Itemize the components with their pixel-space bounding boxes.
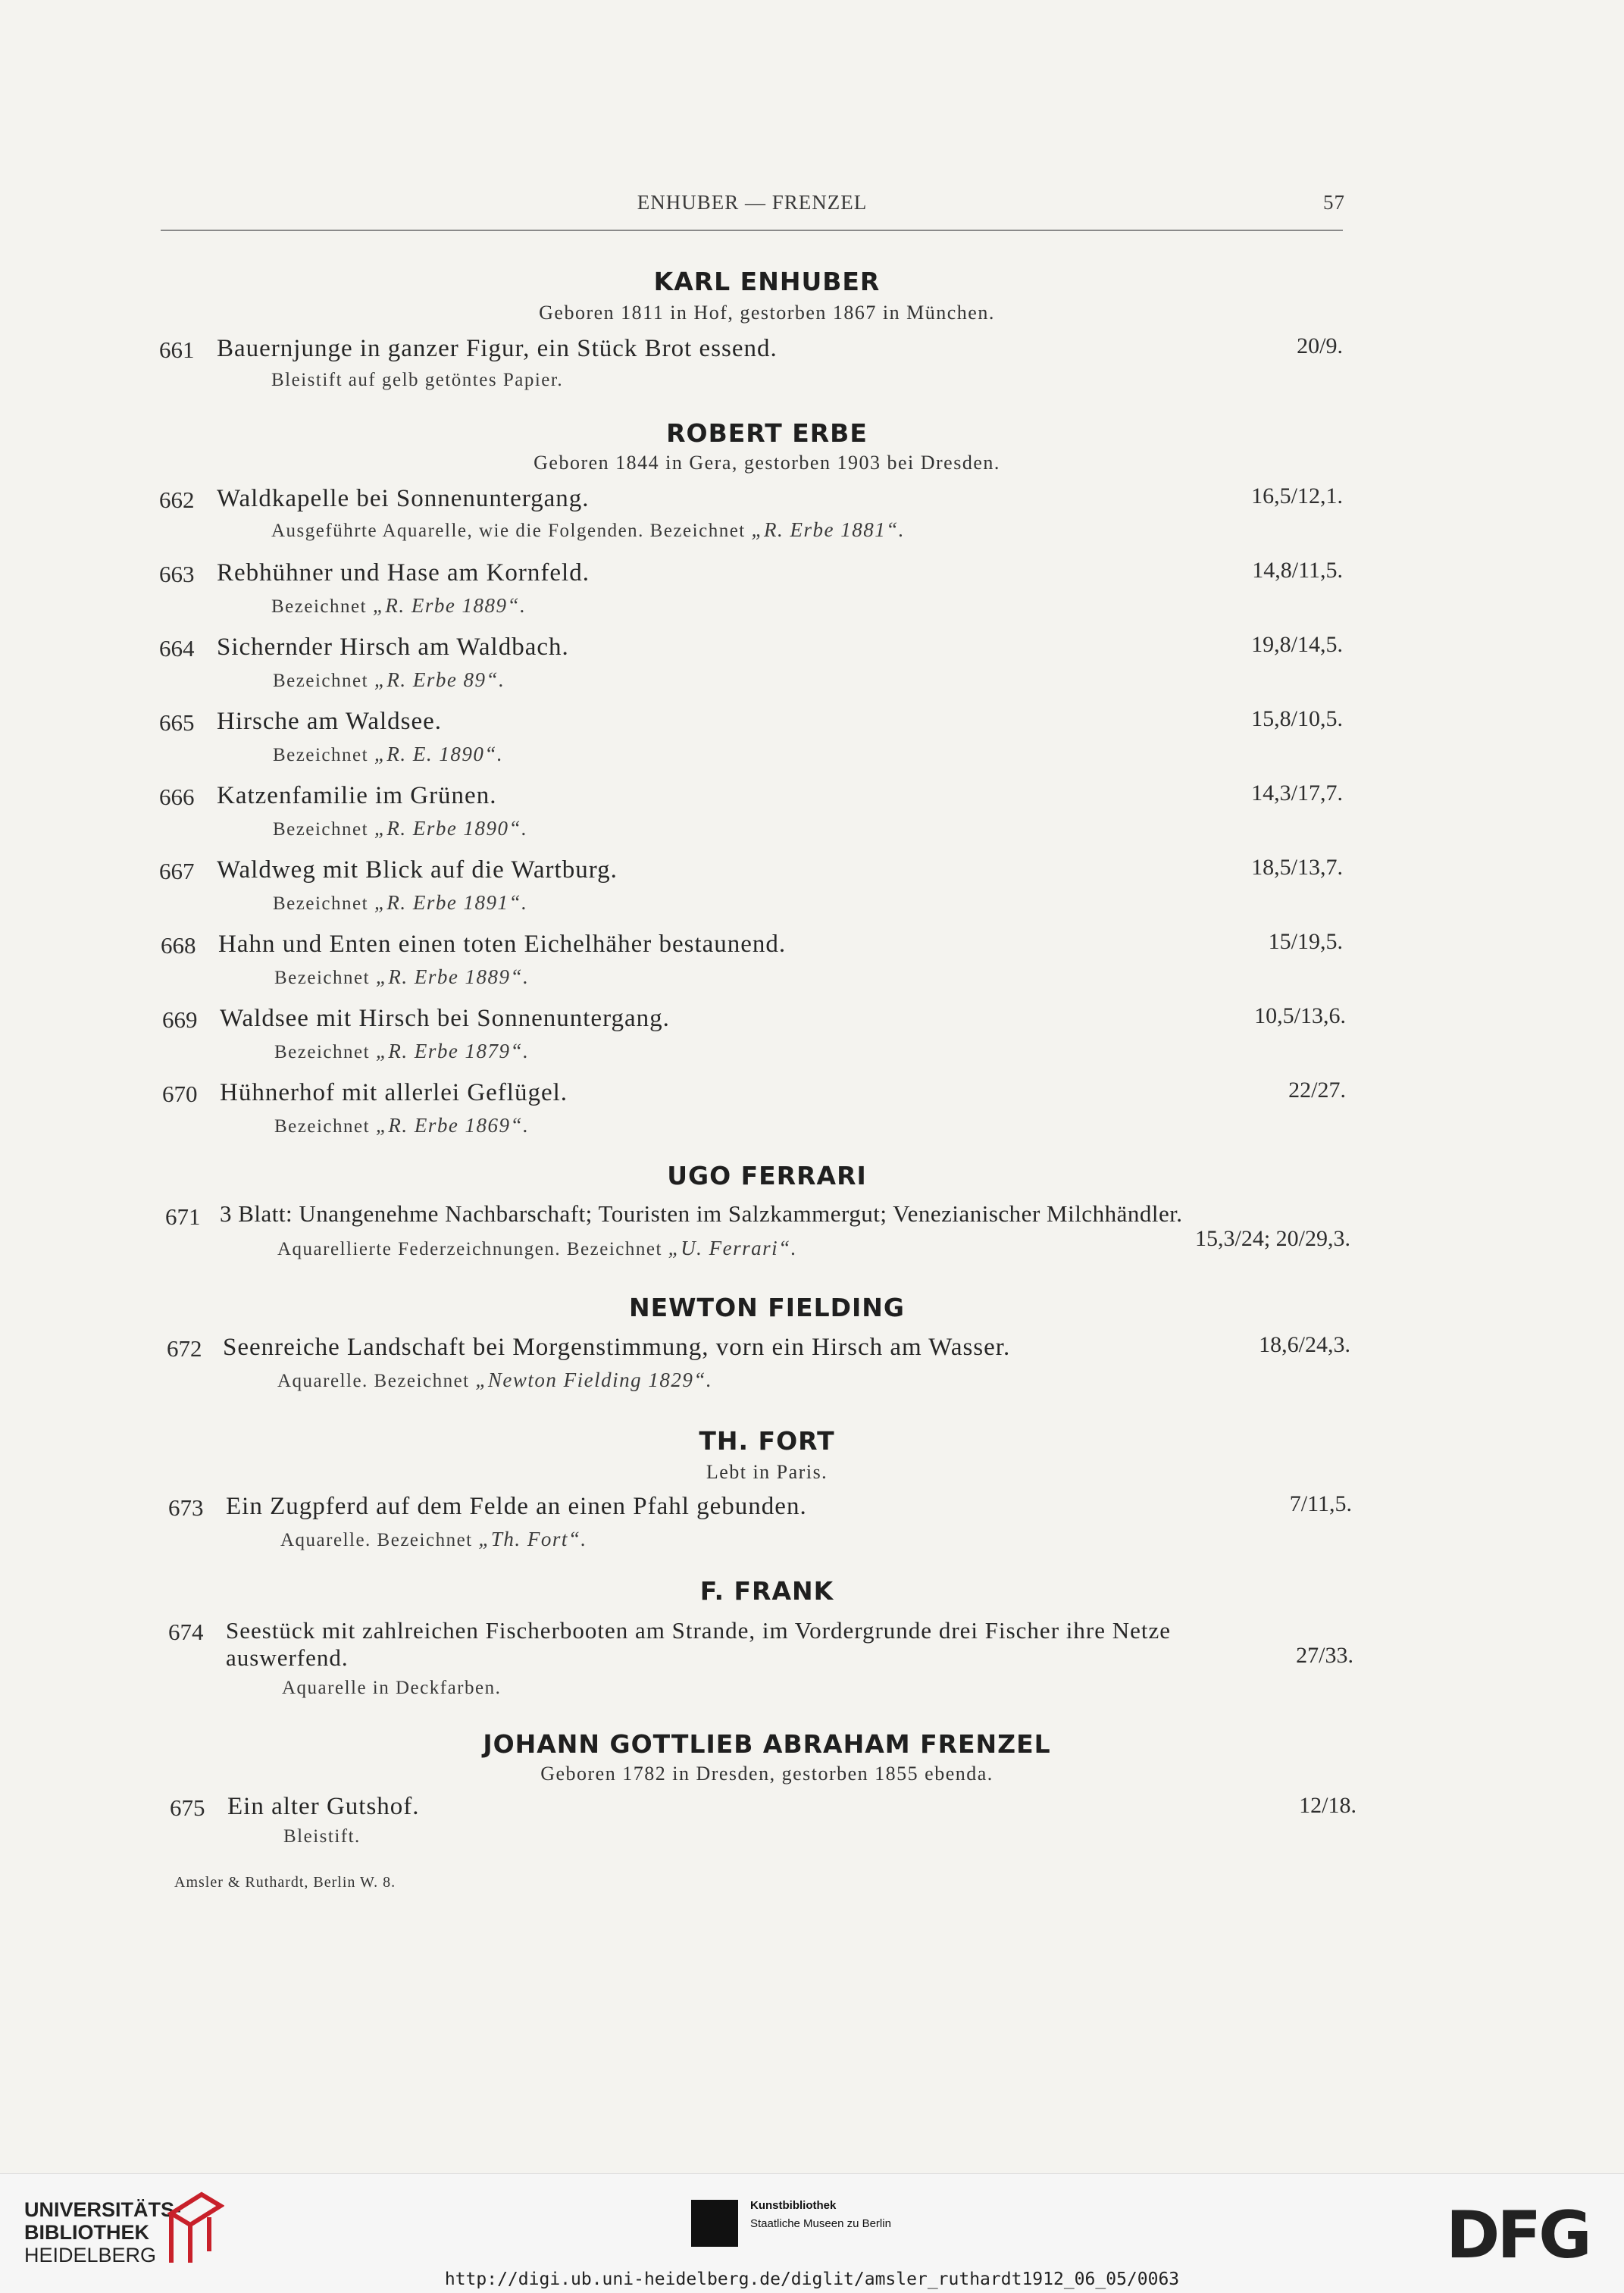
lot-note (277, 1237, 797, 1260)
artist-heading: TH. FORT (699, 1426, 835, 1456)
lot-note (274, 1040, 529, 1063)
lot-number: 671 (165, 1203, 201, 1230)
lot-number: 661 (159, 336, 195, 363)
lot-dimensions: 15/19,5. (1268, 929, 1343, 954)
lot-title: Waldkapelle bei Sonnenuntergang. (217, 485, 590, 512)
lot-signature: „R. Erbe 1879“. (375, 1040, 530, 1062)
lot-note (283, 1826, 361, 1847)
lot-number: 674 (168, 1619, 204, 1645)
lot-note-text: Bleistift auf gelb getöntes Papier. (271, 370, 564, 390)
lot-note-text: Aquarelle. Bezeichnet (280, 1530, 473, 1550)
artist-biography: Lebt in Paris. (706, 1461, 828, 1483)
dfg-logo-icon (1446, 2204, 1601, 2263)
lot-note (274, 965, 529, 989)
lot-note (271, 594, 526, 618)
lot-title-continuation: auswerfend. (226, 1644, 349, 1671)
ub-line-2: BIBLIOTHEK (24, 2221, 149, 2244)
lot-signature: „R. Erbe 89“. (374, 668, 505, 691)
artist-heading: ROBERT ERBE (666, 418, 868, 448)
lot-note-text: Ausgeführte Aquarelle, wie die Folgenden. Bezeichnet (271, 521, 746, 541)
lot-note-text: Aquarelle in Deckfarben. (282, 1678, 502, 1698)
lot-signature: „R. Erbe 1869“. (375, 1114, 530, 1137)
lot-title: Bauernjunge in ganzer Figur, ein Stück Brot essend. (217, 335, 778, 362)
lot-note-text: Bezeichnet (273, 893, 369, 914)
lot-signature: „Th. Fort“. (478, 1528, 587, 1550)
artist-heading: F. FRANK (699, 1576, 834, 1606)
lot-note (282, 1678, 501, 1699)
lot-dimensions: 15,3/24; 20/29,3. (1194, 1226, 1350, 1251)
lot-dimensions: 14,3/17,7. (1251, 780, 1343, 806)
lot-number: 662 (159, 486, 195, 513)
source-url[interactable]: http://digi.ub.uni-heidelberg.de/diglit/amsler_ruthardt1912_06_05/0063 (444, 2270, 1180, 2289)
lot-note (274, 1114, 529, 1137)
lot-dimensions: 7/11,5. (1289, 1491, 1352, 1516)
lot-note-text: Bezeichnet (274, 1116, 371, 1137)
lot-dimensions: 12/18. (1299, 1793, 1356, 1818)
lot-note (273, 817, 527, 840)
lot-note (273, 891, 527, 915)
lot-note-text: Bezeichnet (273, 671, 369, 691)
ub-heidelberg-logo-icon (164, 2191, 224, 2266)
lot-signature: „R. Erbe 1881“. (751, 518, 905, 541)
lot-signature: „R. Erbe 1890“. (374, 817, 528, 840)
lot-number: 667 (159, 858, 195, 884)
lot-title: Ein Zugpferd auf dem Felde an einen Pfahl gebunden. (226, 1493, 807, 1520)
lot-number: 668 (161, 932, 196, 959)
lot-note-text: Bezeichnet (273, 745, 369, 765)
lot-number: 673 (168, 1494, 204, 1521)
lot-note (273, 743, 503, 766)
digitization-footer (0, 2173, 1624, 2293)
lot-title: Katzenfamilie im Grünen. (217, 782, 497, 809)
artist-biography: Geboren 1844 in Gera, gestorben 1903 bei Dresden. (534, 452, 1000, 474)
ub-line-1: UNIVERSITÄTS- (24, 2198, 182, 2221)
kunstbibliothek-wordmark (750, 2197, 891, 2233)
lot-note (271, 370, 563, 391)
lot-note-text: Bezeichnet (273, 819, 369, 840)
lot-note-text: Bleistift. (283, 1826, 361, 1847)
lot-title: Ein alter Gutshof. (227, 1793, 420, 1820)
lot-signature: „R. E. 1890“. (374, 743, 504, 765)
lot-number: 675 (170, 1794, 205, 1821)
lot-title: Seestück mit zahlreichen Fischerbooten am Strande, im Vordergrunde drei Fischer ihre Netze (226, 1617, 1171, 1644)
lot-note (273, 668, 505, 692)
lot-signature: „R. Erbe 1891“. (374, 891, 528, 914)
lot-title: Rebhühner und Hase am Kornfeld. (217, 559, 590, 587)
artist-heading: JOHANN GOTTLIEB ABRAHAM FRENZEL (483, 1729, 1051, 1759)
page-number: 57 (1323, 191, 1345, 214)
lot-dimensions: 16,5/12,1. (1251, 483, 1343, 508)
lot-number: 670 (162, 1081, 198, 1107)
lot-note (277, 1369, 712, 1392)
lot-dimensions: 18,6/24,3. (1259, 1332, 1350, 1357)
lot-note-text: Bezeichnet (271, 596, 368, 617)
lot-title: Seenreiche Landschaft bei Morgenstimmung, vorn ein Hirsch am Wasser. (223, 1334, 1011, 1361)
running-title: ENHUBER — FRENZEL (637, 191, 868, 214)
lot-number: 672 (167, 1335, 202, 1362)
printer-imprint: Amsler & Ruthardt, Berlin W. 8. (174, 1874, 396, 1891)
dfg-text: DFG (1446, 2204, 1589, 2263)
lot-title: Hühnerhof mit allerlei Geflügel. (220, 1079, 568, 1106)
kb-line-1: Kunstbibliothek (750, 2199, 837, 2212)
lot-number: 664 (159, 635, 195, 662)
lot-signature: „R. Erbe 1889“. (372, 594, 527, 617)
kunstbibliothek-logo-icon (691, 2200, 738, 2247)
lot-dimensions: 22/27. (1288, 1078, 1346, 1103)
lot-note-text: Bezeichnet (274, 968, 371, 988)
artist-biography: Geboren 1782 in Dresden, gestorben 1855 ebenda. (540, 1763, 993, 1785)
kb-line-2: Staatliche Museen zu Berlin (750, 2217, 891, 2230)
lot-note (271, 518, 905, 542)
lot-number: 666 (159, 784, 195, 810)
header-rule (161, 230, 1343, 231)
lot-signature: „U. Ferrari“. (668, 1237, 797, 1259)
artist-heading: NEWTON FIELDING (629, 1293, 905, 1322)
lot-note (280, 1528, 587, 1551)
ub-line-3: HEIDELBERG (24, 2244, 157, 2266)
lot-title: Waldweg mit Blick auf die Wartburg. (217, 856, 618, 884)
lot-number: 665 (159, 709, 195, 736)
artist-heading: UGO FERRARI (667, 1161, 867, 1190)
lot-dimensions: 14,8/11,5. (1252, 558, 1343, 583)
artist-heading: KARL ENHUBER (653, 267, 881, 296)
lot-dimensions: 20/9. (1297, 333, 1343, 358)
lot-number: 669 (162, 1006, 198, 1033)
lot-dimensions: 27/33. (1296, 1643, 1353, 1668)
artist-biography: Geboren 1811 in Hof, gestorben 1867 in München. (539, 302, 995, 324)
ub-heidelberg-wordmark (24, 2198, 181, 2266)
lot-dimensions: 15,8/10,5. (1251, 706, 1343, 731)
lot-dimensions: 10,5/13,6. (1254, 1003, 1346, 1028)
lot-signature: „R. Erbe 1889“. (375, 965, 530, 988)
lot-number: 663 (159, 561, 195, 587)
lot-title: 3 Blatt: Unangenehme Nachbarschaft; Touristen im Salzkammergut; Venezianischer Milchhändler. (220, 1200, 1183, 1227)
lot-note-text: Aquarelle. Bezeichnet (277, 1371, 470, 1391)
lot-title: Waldsee mit Hirsch bei Sonnenuntergang. (220, 1005, 670, 1032)
lot-note-text: Aquarellierte Federzeichnungen. Bezeichnet (277, 1239, 662, 1259)
lot-signature: „Newton Fielding 1829“. (475, 1369, 713, 1391)
lot-note-text: Bezeichnet (274, 1042, 371, 1062)
lot-title: Hahn und Enten einen toten Eichelhäher bestaunend. (218, 931, 787, 958)
lot-dimensions: 18,5/13,7. (1251, 855, 1343, 880)
lot-title: Hirsche am Waldsee. (217, 708, 443, 735)
lot-title: Sichernder Hirsch am Waldbach. (217, 633, 569, 661)
lot-dimensions: 19,8/14,5. (1251, 632, 1343, 657)
